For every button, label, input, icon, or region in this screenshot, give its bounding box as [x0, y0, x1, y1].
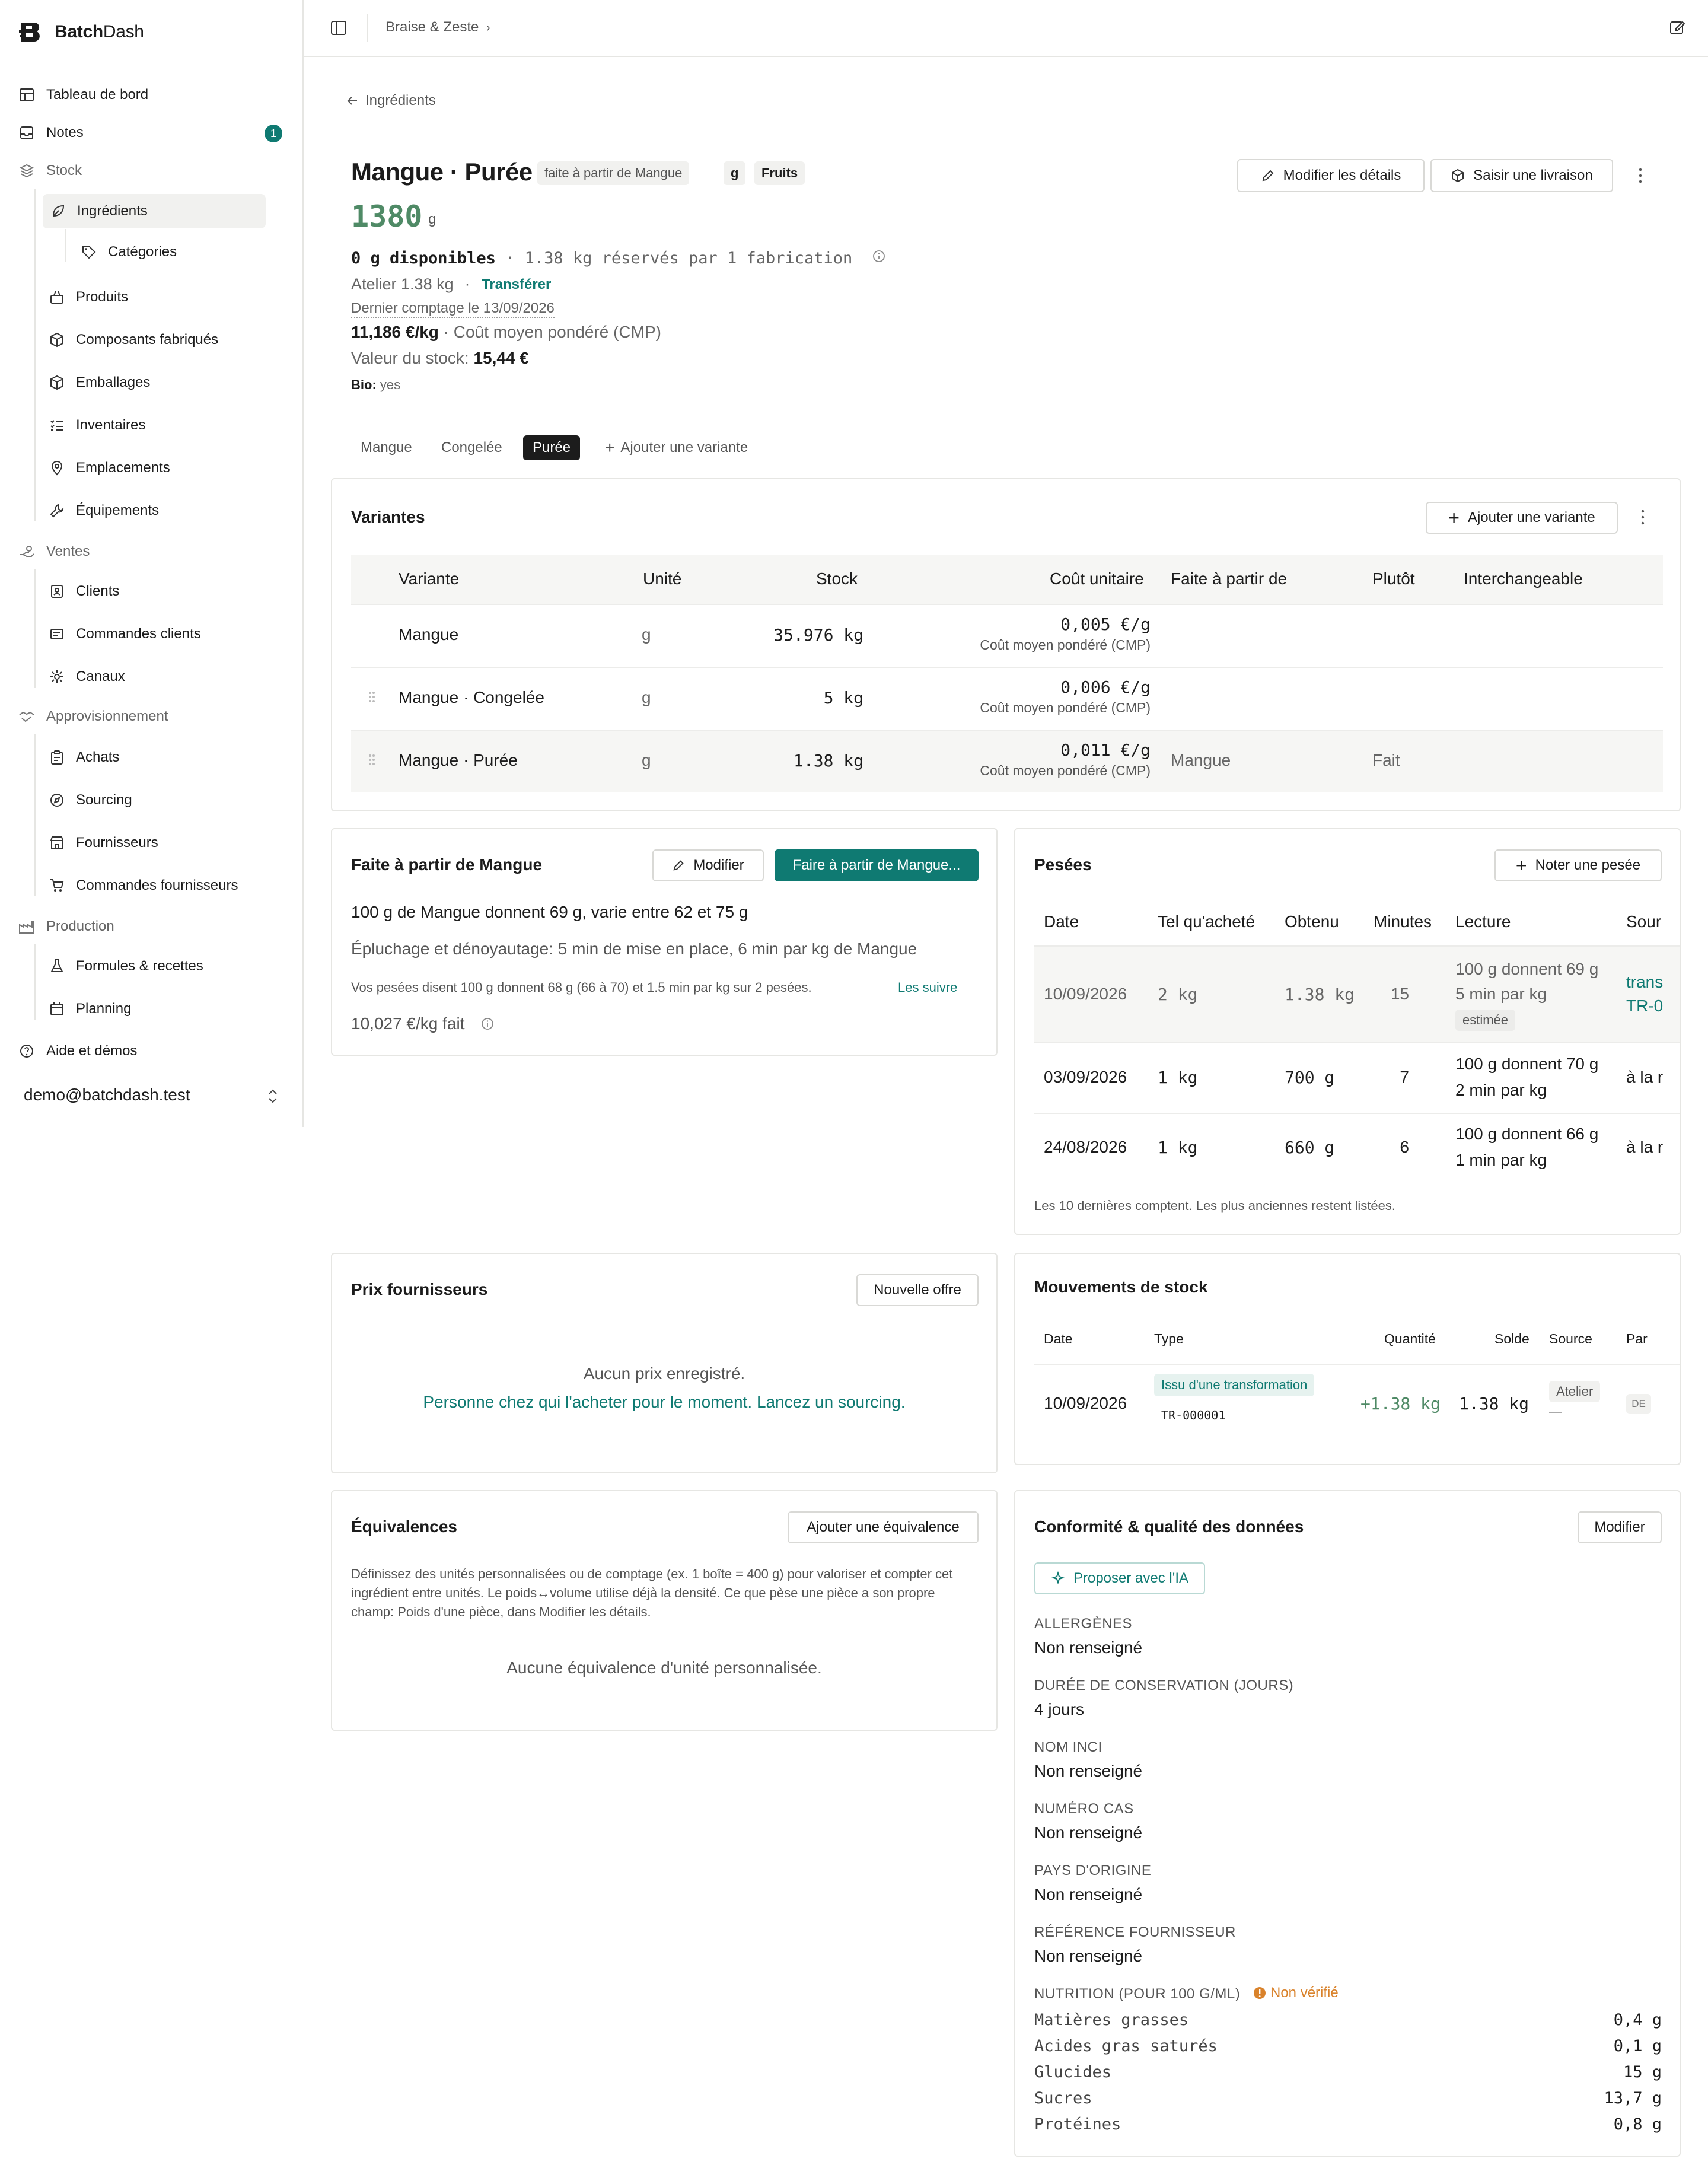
field-label: NUMÉRO CAS	[1034, 1801, 1134, 1817]
brand[interactable]	[19, 20, 144, 44]
supplier-prices-card	[331, 1253, 998, 1473]
col-type: Type	[1154, 1331, 1184, 1346]
sidebar-group-ventes[interactable]	[18, 537, 90, 566]
make-from-button[interactable]: Faire à partir de Mangue...	[775, 849, 979, 881]
sidebar-label: Aide et démos	[46, 1043, 138, 1059]
sidebar-label: Ventes	[46, 543, 90, 559]
breadcrumb-org[interactable]: Braise & Zeste	[385, 19, 479, 35]
sidebar-label: Clients	[76, 583, 120, 599]
col-plutot: Plutôt	[1372, 569, 1415, 588]
sparkles-icon	[1051, 1571, 1065, 1586]
col-date: Date	[1044, 1331, 1073, 1346]
prep-text: Épluchage et dénoyautage: 5 min de mise en place, 6 min par kg de Mangue	[351, 940, 917, 958]
variant-name[interactable]: Mangue · Purée	[399, 751, 518, 769]
weighs-summary: Vos pesées disent 100 g donnent 68 g (66 à 70) et 1.5 min par kg sur 2 pesées.	[351, 980, 812, 995]
sidebar-label: Tableau de bord	[46, 87, 149, 103]
cart-icon	[49, 877, 65, 894]
chip-unit: g	[724, 161, 745, 185]
nutrient-value: 13,7 g	[1604, 2089, 1662, 2107]
sourcing-link[interactable]: Personne chez qui l'acheter pour le moment. Lancez un sourcing.	[423, 1393, 906, 1411]
weighing-date: 24/08/2026	[1044, 1138, 1127, 1156]
weighing-yield: 100 g donnent 66 g	[1455, 1125, 1599, 1143]
col-variante: Variante	[399, 569, 460, 588]
sidebar-label: Ingrédients	[77, 203, 148, 219]
add-equivalence-button[interactable]: Ajouter une équivalence	[788, 1511, 979, 1543]
field-label: DURÉE DE CONSERVATION (JOURS)	[1034, 1677, 1294, 1693]
weighing-time: 5 min par kg	[1455, 985, 1547, 1003]
sidebar-label: Approvisionnement	[46, 708, 168, 724]
sidebar-label: Planning	[76, 1001, 132, 1017]
sidebar-item-emballages[interactable]	[49, 365, 150, 400]
hand-coins-icon	[18, 543, 36, 561]
sidebar-item-commandes-fournisseurs[interactable]	[49, 868, 238, 903]
plus-icon: +	[1515, 854, 1527, 876]
button-label: Saisir une livraison	[1473, 167, 1593, 183]
notes-count-badge: 1	[265, 125, 282, 142]
ai-suggest-button[interactable]: Proposer avec l'IA	[1034, 1562, 1205, 1594]
table-icon	[18, 86, 36, 104]
page-title: Mangue · Purée	[351, 158, 533, 186]
breadcrumb[interactable]	[385, 19, 490, 36]
nutrient-name: Protéines	[1034, 2115, 1121, 2134]
sidebar-label: Sourcing	[76, 792, 132, 808]
weighings-footnote: Les 10 dernières comptent. Les plus anciennes restent listées.	[1034, 1198, 1396, 1213]
col-source: Sour	[1626, 912, 1662, 931]
user-email[interactable]: demo@batchdash.test	[24, 1085, 190, 1104]
made-from-card	[331, 828, 998, 1056]
weighing-source: à la r	[1626, 1138, 1664, 1156]
transfer-link[interactable]: Transférer	[482, 276, 552, 292]
sidebar-item-dashboard[interactable]	[18, 81, 148, 109]
contact-card-icon	[49, 583, 65, 600]
col-date: Date	[1044, 912, 1079, 931]
card-title: Prix fournisseurs	[351, 1280, 488, 1298]
sidebar-item-categories[interactable]	[81, 235, 177, 269]
record-weighing-button[interactable]: + Noter une pesée	[1494, 849, 1662, 881]
card-title: Équivalences	[351, 1517, 457, 1536]
weighing-time: 2 min par kg	[1455, 1081, 1547, 1099]
bio-field: Bio: yes	[351, 377, 401, 392]
checklist-icon	[49, 417, 65, 434]
col-by: Par	[1626, 1331, 1648, 1346]
sidebar-item-ingredients[interactable]	[43, 194, 266, 228]
col-minutes: Minutes	[1374, 912, 1432, 931]
topbar	[304, 0, 1708, 57]
variant-cost-label: Coût moyen pondéré (CMP)	[980, 637, 1151, 652]
sidebar-label: Stock	[46, 163, 82, 179]
availability-line	[351, 249, 852, 268]
variant-cost-label: Coût moyen pondéré (CMP)	[980, 763, 1151, 778]
stock-value: Valeur du stock: 15,44 €	[351, 349, 529, 367]
sidebar-item-achats[interactable]	[49, 740, 119, 775]
dot-separator: ·	[465, 276, 470, 292]
weighing-yield: 100 g donnent 70 g	[1455, 1055, 1599, 1073]
field-value: Non renseigné	[1034, 1947, 1143, 1965]
nutrient-value: 0,8 g	[1613, 2115, 1662, 2134]
variant-made-from: Mangue	[1171, 751, 1231, 769]
app-name: BatchDash	[55, 22, 144, 42]
variant-stock: 35.976 kg	[773, 625, 863, 645]
weighing-as-bought: 2 kg	[1158, 985, 1198, 1004]
clipboard-icon	[49, 749, 65, 766]
equivalences-description: Définissez des unités personnalisées ou de comptage (ex. 1 boîte = 400 g) pour valoriser et compter cet ingrédient entre unités. Le poids↔volume utilise déjà la densité. Ce que pèse une pièce a son propre champ: Poids d'une pièce, dans Modifier les détails.	[351, 1567, 953, 1619]
chevron-right-icon: ›	[486, 21, 490, 34]
estimated-badge: estimée	[1455, 1010, 1515, 1031]
sidebar-label: Canaux	[76, 668, 125, 685]
empty-state-text: Aucune équivalence d'unité personnalisée.	[506, 1658, 822, 1677]
movement-balance: 1.38 kg	[1459, 1394, 1529, 1413]
card-title: Variantes	[351, 508, 425, 526]
modify-button[interactable]: Modifier	[1578, 1511, 1662, 1543]
variant-cost: 0,005 €/g	[1060, 615, 1151, 634]
sidebar-label: Achats	[76, 749, 120, 765]
package-icon	[1451, 168, 1465, 183]
field-value: Non renseigné	[1034, 1885, 1143, 1903]
sidebar-label: Produits	[76, 289, 129, 305]
sidebar-label: Formules & recettes	[76, 958, 203, 974]
nutrition-label: NUTRITION (POUR 100 G/ML)	[1034, 1986, 1241, 2002]
sidebar-item-notes[interactable]	[18, 119, 84, 147]
card-title: Mouvements de stock	[1034, 1278, 1208, 1296]
button-label: Modifier les détails	[1283, 167, 1401, 183]
tab-mangue[interactable]: Mangue	[361, 440, 412, 456]
sidebar-label: Commandes fournisseurs	[76, 877, 238, 893]
sidebar-label: Emballages	[76, 374, 151, 390]
batchdash-logo-icon	[19, 20, 44, 44]
variant-plutot: Fait	[1372, 751, 1400, 769]
field-value: 4 jours	[1034, 1700, 1085, 1718]
weighing-time: 1 min par kg	[1455, 1151, 1547, 1169]
available-qty: 0 g disponibles	[351, 249, 496, 268]
weighing-minutes: 6	[1400, 1138, 1409, 1156]
box-icon	[49, 332, 65, 348]
more-vertical-icon[interactable]	[1637, 508, 1649, 527]
weighings-card	[1014, 828, 1681, 1235]
card-title: Faite à partir de Mangue	[351, 855, 543, 874]
card-title: Pesées	[1034, 855, 1092, 874]
wrench-icon	[49, 502, 65, 519]
add-variant-tab[interactable]: + Ajouter une variante	[605, 438, 748, 457]
weighing-minutes: 7	[1400, 1068, 1409, 1086]
alert-circle-icon	[1253, 1986, 1267, 2000]
variant-cost: 0,006 €/g	[1060, 677, 1151, 697]
sidebar-label: Équipements	[76, 502, 160, 518]
variant-cost: 0,011 €/g	[1060, 740, 1151, 760]
add-variant-button[interactable]: + Ajouter une variante	[1426, 502, 1618, 534]
variant-name[interactable]: Mangue	[399, 625, 459, 644]
back-link[interactable]	[345, 93, 436, 109]
plus-icon: +	[605, 438, 615, 457]
variant-stock: 5 kg	[823, 688, 863, 708]
sidebar-item-produits[interactable]	[49, 280, 128, 314]
location-stock: Atelier 1.38 kg	[351, 275, 454, 293]
leaf-icon	[50, 203, 66, 219]
sidebar-item-composants[interactable]	[49, 323, 218, 357]
weighing-minutes: 15	[1390, 985, 1409, 1003]
field-value: Non renseigné	[1034, 1638, 1143, 1657]
weighing-source-ref[interactable]: TR-0	[1626, 997, 1664, 1015]
variantes-card	[331, 478, 1681, 811]
variant-stock: 1.38 kg	[793, 751, 863, 771]
movement-date: 10/09/2026	[1044, 1394, 1127, 1412]
sidebar-label: Emplacements	[76, 460, 170, 476]
sidebar-item-sourcing[interactable]	[49, 783, 132, 817]
variant-cost-label: Coût moyen pondéré (CMP)	[980, 700, 1151, 715]
weighing-obtained: 700 g	[1285, 1068, 1335, 1087]
sidebar-item-fournisseurs[interactable]	[49, 826, 158, 860]
reserved-qty: · 1.38 kg réservés par 1 fabrication	[495, 249, 853, 268]
network-icon	[49, 668, 65, 685]
sidebar-item-inventaires[interactable]	[49, 408, 145, 442]
inbox-icon	[18, 124, 36, 142]
last-count-link[interactable]: Dernier comptage le 13/09/2026	[351, 300, 555, 318]
more-vertical-icon[interactable]	[1634, 166, 1646, 185]
chip-category: Fruits	[754, 161, 805, 185]
tab-congelee[interactable]: Congelée	[441, 440, 502, 456]
sidebar-item-aide[interactable]	[18, 1037, 137, 1065]
field-label: PAYS D'ORIGINE	[1034, 1863, 1152, 1879]
sidebar-label: Fournisseurs	[76, 835, 158, 851]
nutrient-value: 0,1 g	[1613, 2037, 1662, 2055]
pencil-icon	[672, 859, 685, 872]
col-faite: Faite à partir de	[1171, 569, 1288, 588]
sidebar-item-emplacements[interactable]	[49, 451, 170, 485]
col-unite: Unité	[643, 569, 682, 588]
sidebar-label: Inventaires	[76, 417, 146, 433]
chevrons-up-down-icon[interactable]	[266, 1088, 280, 1104]
yield-text: 100 g de Mangue donnent 69 g, varie entre 62 et 75 g	[351, 903, 748, 921]
sidebar-label: Catégories	[108, 244, 177, 260]
nutrient-value: 0,4 g	[1613, 2011, 1662, 2029]
nutrient-name: Sucres	[1034, 2089, 1092, 2107]
weighing-as-bought: 1 kg	[1158, 1068, 1198, 1087]
field-value: Non renseigné	[1034, 1762, 1143, 1780]
user-avatar[interactable]: DE	[1626, 1394, 1651, 1414]
chip-made-from: faite à partir de Mangue	[537, 161, 689, 185]
handshake-icon	[18, 708, 36, 725]
map-pin-icon	[49, 460, 65, 476]
sidebar-item-commandes-clients[interactable]	[49, 617, 201, 651]
tag-icon	[81, 244, 97, 260]
edit-icon[interactable]	[1669, 19, 1685, 36]
weighing-source-link[interactable]: trans	[1626, 973, 1664, 991]
flask-icon	[49, 958, 65, 975]
compass-icon	[49, 792, 65, 808]
variant-unit: g	[642, 688, 651, 706]
field-value: Non renseigné	[1034, 1823, 1143, 1842]
sidebar-label: Commandes clients	[76, 626, 201, 642]
modify-button[interactable]: Modifier	[652, 849, 764, 881]
col-source: Source	[1549, 1331, 1592, 1346]
variant-name[interactable]: Mangue · Congelée	[399, 688, 544, 706]
col-as-bought: Tel qu'acheté	[1158, 912, 1255, 931]
movement-type-badge: Issu d'une transformation	[1154, 1374, 1314, 1396]
weighing-yield: 100 g donnent 69 g	[1455, 960, 1599, 978]
col-stock: Stock	[816, 569, 858, 588]
sidebar-group-stock[interactable]	[18, 157, 82, 185]
equivalences-card	[331, 1490, 998, 1731]
col-reading: Lecture	[1455, 912, 1511, 931]
made-cost: 10,027 €/kg fait	[351, 1014, 465, 1033]
calendar-icon	[49, 1001, 65, 1017]
drag-handle-icon[interactable]	[368, 690, 376, 703]
nutrient-name: Acides gras saturés	[1034, 2037, 1218, 2055]
sidebar-item-formules[interactable]	[49, 949, 203, 983]
sidebar-item-clients[interactable]	[49, 574, 119, 609]
variant-unit: g	[642, 625, 651, 644]
info-icon[interactable]	[872, 249, 886, 263]
stock-movements-card	[1014, 1253, 1681, 1465]
factory-icon	[18, 918, 36, 935]
sidebar-item-equipements[interactable]	[49, 494, 159, 528]
drag-handle-icon[interactable]	[368, 753, 376, 766]
tab-puree[interactable]: Purée	[523, 435, 580, 460]
edit-details-button[interactable]	[1237, 159, 1425, 192]
sidebar-label: Composants fabriqués	[76, 332, 219, 348]
field-label: NOM INCI	[1034, 1739, 1102, 1755]
table-row-selected	[351, 731, 1663, 792]
empty-state-text: Aucun prix enregistré.	[583, 1364, 745, 1383]
receipt-icon	[49, 626, 65, 642]
info-icon[interactable]	[480, 1017, 495, 1031]
variant-unit: g	[642, 751, 651, 769]
nutrient-name: Glucides	[1034, 2063, 1112, 2081]
sidebar-item-canaux[interactable]	[49, 660, 125, 694]
movement-source-sub: —	[1549, 1405, 1562, 1419]
unverified-flag: Non vérifié	[1253, 1985, 1339, 2001]
weighing-obtained: 660 g	[1285, 1138, 1335, 1157]
follow-link[interactable]: Les suivre	[898, 980, 958, 995]
weighing-source: à la r	[1626, 1068, 1664, 1086]
stock-quantity: 1380	[351, 199, 423, 234]
movement-quantity: +1.38 kg	[1360, 1394, 1441, 1413]
weighted-cost: 11,186 €/kg · Coût moyen pondéré (CMP)	[351, 323, 661, 341]
col-interchangeable: Interchangeable	[1464, 569, 1583, 588]
sidebar-item-planning[interactable]	[49, 992, 131, 1026]
record-delivery-button[interactable]	[1430, 159, 1613, 192]
compliance-card	[1014, 1490, 1681, 2157]
movement-ref[interactable]: TR-000001	[1161, 1408, 1226, 1422]
weighing-as-bought: 1 kg	[1158, 1138, 1198, 1157]
col-quantity: Quantité	[1384, 1331, 1436, 1346]
store-icon	[49, 835, 65, 851]
pencil-icon	[1261, 168, 1275, 183]
package-icon	[49, 374, 65, 391]
weighing-date: 03/09/2026	[1044, 1068, 1127, 1086]
col-cout: Coût unitaire	[1050, 569, 1144, 588]
movement-source-badge: Atelier	[1549, 1381, 1600, 1402]
sidebar-toggle-icon[interactable]	[330, 19, 348, 37]
weighing-date: 10/09/2026	[1044, 985, 1127, 1003]
col-obtained: Obtenu	[1285, 912, 1339, 931]
sidebar	[0, 0, 304, 1127]
nutrient-name: Matières grasses	[1034, 2011, 1189, 2029]
stock-unit: g	[428, 211, 436, 227]
plus-icon: +	[1448, 507, 1460, 529]
col-balance: Solde	[1494, 1331, 1529, 1346]
sidebar-label: Production	[46, 918, 114, 934]
back-label: Ingrédients	[365, 93, 436, 109]
layers-icon	[18, 162, 36, 180]
arrow-left-icon	[345, 94, 359, 108]
sidebar-label: Notes	[46, 125, 84, 141]
sidebar-group-appro[interactable]	[18, 702, 168, 731]
sidebar-group-production[interactable]	[18, 912, 114, 941]
help-circle-icon	[18, 1042, 36, 1060]
field-label: RÉFÉRENCE FOURNISSEUR	[1034, 1924, 1236, 1940]
nutrient-value: 15 g	[1623, 2063, 1662, 2081]
field-label: ALLERGÈNES	[1034, 1616, 1133, 1632]
new-offer-button[interactable]: Nouvelle offre	[856, 1274, 979, 1306]
weighing-obtained: 1.38 kg	[1285, 985, 1355, 1004]
card-title: Conformité & qualité des données	[1034, 1517, 1304, 1536]
basket-icon	[49, 289, 65, 305]
